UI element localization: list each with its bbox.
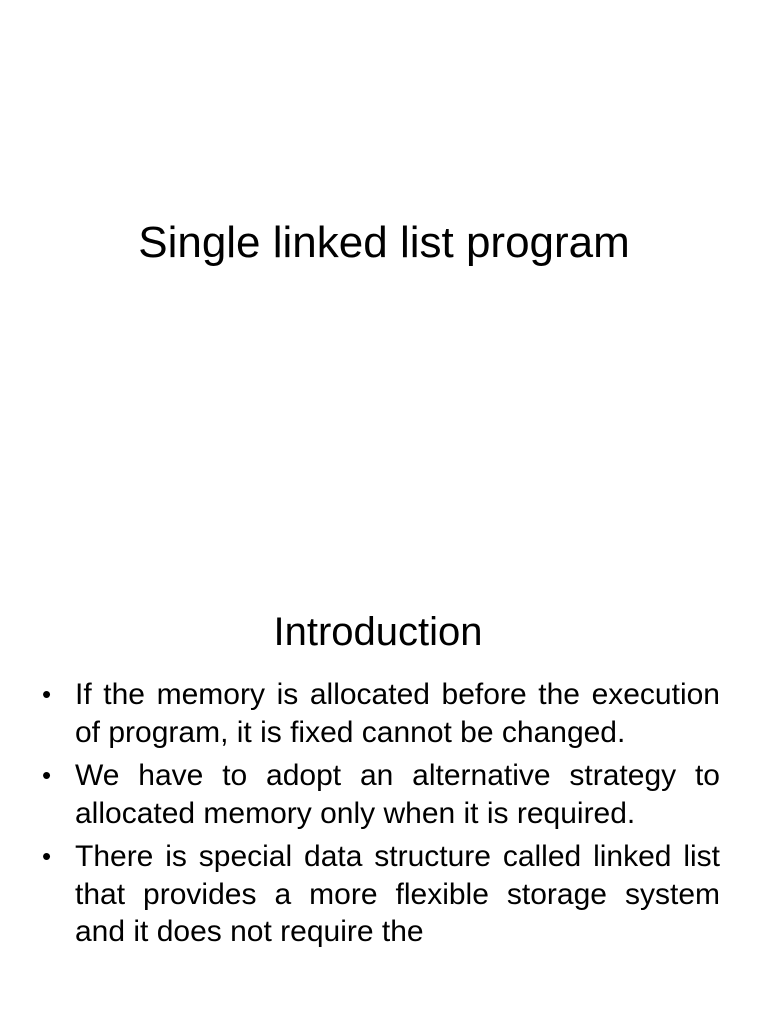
bullet-icon: • bbox=[42, 760, 52, 790]
bullet-text: If the memory is allocated before the execution of program, it is fixed cannot be changed. bbox=[75, 678, 720, 749]
list-item bbox=[38, 838, 720, 951]
slide-title: Single linked list program bbox=[138, 218, 630, 267]
list-item bbox=[38, 676, 720, 751]
bullet-text: There is special data structure called linked list that provides a more flexible storage system and it does not require the bbox=[75, 840, 720, 948]
list-item bbox=[38, 757, 720, 832]
bullet-text: We have to adopt an alternative strategy to allocated memory only when it is required. bbox=[75, 759, 720, 830]
slide-2 bbox=[0, 576, 768, 1024]
bullet-icon: • bbox=[42, 841, 52, 871]
bullet-list bbox=[38, 676, 720, 957]
slide-heading: Introduction bbox=[273, 610, 483, 654]
bullet-icon: • bbox=[42, 679, 52, 709]
